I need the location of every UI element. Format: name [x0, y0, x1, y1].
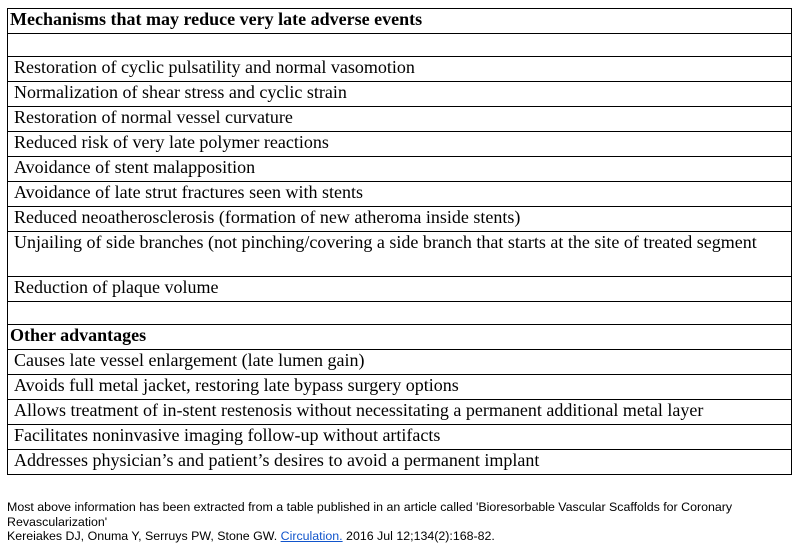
- table-row: [8, 232, 792, 277]
- footnote: [7, 500, 797, 544]
- table-row: [8, 157, 792, 182]
- list-item: Reduced neoatherosclerosis (formation of new atheroma inside stents): [14, 207, 521, 227]
- list-item: Avoids full metal jacket, restoring late bypass surgery options: [14, 375, 459, 395]
- table-cell: [8, 375, 792, 400]
- list-item: Addresses physician’s and patient’s desires to avoid a permanent implant: [14, 450, 540, 470]
- table-cell: [8, 400, 792, 425]
- table-cell: [8, 57, 792, 82]
- list-item: Normalization of shear stress and cyclic strain: [14, 82, 347, 102]
- mechanisms-table: [7, 8, 792, 475]
- table-cell: [8, 232, 792, 277]
- footnote-citation: [7, 529, 797, 544]
- table-row: [8, 350, 792, 375]
- list-item: Reduction of plaque volume: [14, 277, 219, 297]
- table-row: [8, 9, 792, 34]
- citation-authors: Kereiakes DJ, Onuma Y, Serruys PW, Stone GW.: [7, 529, 281, 543]
- list-item: Causes late vessel enlargement (late lumen gain): [14, 350, 365, 370]
- table-row: [8, 132, 792, 157]
- table-cell: [8, 107, 792, 132]
- blank-cell: [8, 34, 792, 57]
- table-row-blank: [8, 302, 792, 325]
- table-cell: [8, 157, 792, 182]
- table-row: [8, 207, 792, 232]
- table-row: [8, 325, 792, 350]
- table-cell: [8, 82, 792, 107]
- table-cell: [8, 350, 792, 375]
- citation-details: 2016 Jul 12;134(2):168-82.: [342, 529, 495, 543]
- list-item: Restoration of normal vessel curvature: [14, 107, 293, 127]
- table-row: [8, 400, 792, 425]
- table-row: [8, 375, 792, 400]
- list-item: Allows treatment of in-stent restenosis without necessitating a permanent additional metal layer: [14, 400, 704, 420]
- table-row: [8, 450, 792, 475]
- table-row: [8, 82, 792, 107]
- table-cell: [8, 132, 792, 157]
- table-cell: [8, 450, 792, 475]
- footnote-source: Most above information has been extracted from a table published in an article called 'Bioresorbable Vascular Scaffolds for Coronary Revascularization': [7, 500, 733, 529]
- table-row: [8, 425, 792, 450]
- journal-link[interactable]: Circulation.: [280, 529, 343, 543]
- list-item: Unjailing of side branches (not pinching/covering a side branch that starts at the site of treated segment: [14, 232, 757, 252]
- list-item: Avoidance of late strut fractures seen with stents: [14, 182, 364, 202]
- table-row: [8, 107, 792, 132]
- list-item: Restoration of cyclic pulsatility and normal vasomotion: [14, 57, 415, 77]
- table-cell: [8, 207, 792, 232]
- list-item: Facilitates noninvasive imaging follow-up without artifacts: [14, 425, 441, 445]
- section-heading-other-advantages: Other advantages: [8, 325, 792, 350]
- list-item: Reduced risk of very late polymer reactions: [14, 132, 329, 152]
- section-heading-mechanisms: Mechanisms that may reduce very late adverse events: [8, 9, 792, 34]
- table-row: [8, 277, 792, 302]
- table-row: [8, 57, 792, 82]
- blank-cell: [8, 302, 792, 325]
- table-cell: [8, 182, 792, 207]
- table-row-blank: [8, 34, 792, 57]
- table-row: [8, 182, 792, 207]
- table-cell: [8, 425, 792, 450]
- list-item: Avoidance of stent malapposition: [14, 157, 256, 177]
- table-cell: [8, 277, 792, 302]
